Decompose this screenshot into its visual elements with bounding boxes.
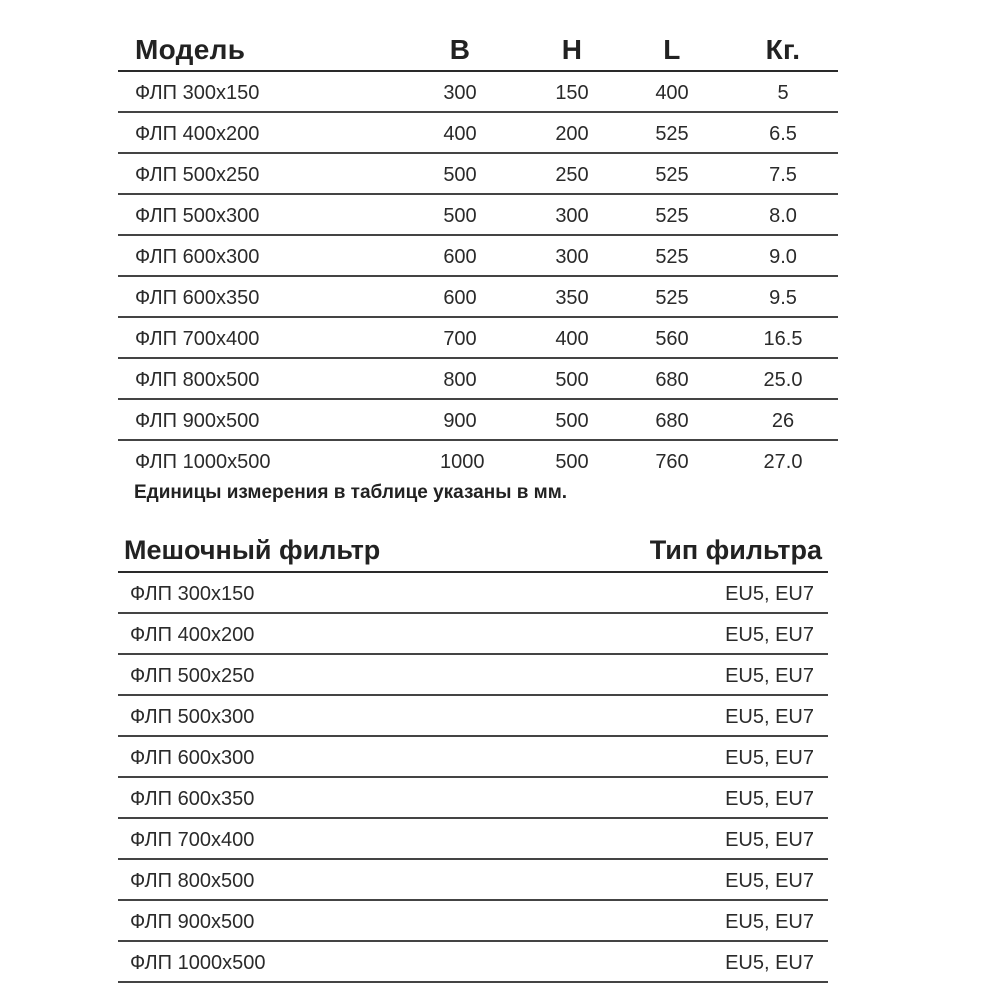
header-filter-type: Тип фильтра (649, 535, 822, 565)
cell-l: 525 (655, 164, 689, 186)
cell-kg: 8.0 (769, 205, 797, 227)
table-row (118, 942, 828, 983)
cell-h: 150 (555, 82, 589, 104)
cell-kg: 6.5 (769, 123, 797, 145)
table-row (118, 318, 838, 359)
cell-filter-type: EU5, EU7 (725, 747, 814, 769)
cell-kg: 25.0 (763, 369, 803, 391)
cell-model: ФЛП 600x350 (135, 287, 260, 309)
cell-bag-filter: ФЛП 600x300 (130, 747, 255, 769)
cell-filter-type: EU5, EU7 (725, 624, 814, 646)
cell-bag-filter: ФЛП 300x150 (130, 583, 255, 605)
cell-kg: 26 (771, 410, 795, 432)
cell-h: 400 (555, 328, 589, 350)
table-row (118, 113, 838, 154)
cell-h: 350 (555, 287, 589, 309)
cell-filter-type: EU5, EU7 (725, 870, 814, 892)
table-row (118, 154, 838, 195)
dimensions-table (118, 28, 838, 480)
cell-bag-filter: ФЛП 1000x500 (130, 952, 266, 974)
table-row (118, 573, 828, 614)
cell-h: 250 (555, 164, 589, 186)
cell-b: 500 (443, 205, 477, 227)
cell-model: ФЛП 800x500 (135, 369, 260, 391)
table-row (118, 901, 828, 942)
dimensions-table-header (118, 28, 838, 72)
filter-type-table-body (118, 573, 828, 983)
cell-b: 1000 (440, 451, 485, 473)
cell-kg: 9.5 (769, 287, 797, 309)
cell-kg: 7.5 (769, 164, 797, 186)
cell-filter-type: EU5, EU7 (725, 583, 814, 605)
table-row (118, 860, 828, 901)
cell-bag-filter: ФЛП 800x500 (130, 870, 255, 892)
cell-model: ФЛП 500x250 (135, 164, 260, 186)
cell-kg: 16.5 (763, 328, 803, 350)
header-l: L (663, 34, 681, 65)
header-model: Модель (135, 34, 246, 65)
cell-l: 525 (655, 123, 689, 145)
cell-l: 680 (655, 410, 689, 432)
cell-model: ФЛП 900x500 (135, 410, 260, 432)
table-row (118, 614, 828, 655)
cell-model: ФЛП 1000x500 (135, 451, 271, 473)
header-h: H (561, 34, 583, 65)
cell-model: ФЛП 400x200 (135, 123, 260, 145)
cell-h: 500 (555, 410, 589, 432)
cell-b: 600 (443, 246, 477, 268)
table-row (118, 819, 828, 860)
cell-b: 800 (443, 369, 477, 391)
table-row (118, 696, 828, 737)
table-row (118, 655, 828, 696)
cell-h: 200 (555, 123, 589, 145)
cell-bag-filter: ФЛП 700x400 (130, 829, 255, 851)
units-note: Единицы измерения в таблице указаны в мм. (134, 482, 568, 503)
cell-h: 500 (555, 451, 589, 473)
cell-filter-type: EU5, EU7 (725, 952, 814, 974)
cell-l: 760 (655, 451, 689, 473)
cell-bag-filter: ФЛП 400x200 (130, 624, 255, 646)
cell-b: 900 (443, 410, 477, 432)
cell-l: 560 (655, 328, 689, 350)
cell-l: 680 (655, 369, 689, 391)
cell-kg: 27.0 (763, 451, 803, 473)
cell-filter-type: EU5, EU7 (725, 829, 814, 851)
cell-b: 500 (443, 164, 477, 186)
cell-model: ФЛП 300x150 (135, 82, 260, 104)
table-row (118, 195, 838, 236)
cell-model: ФЛП 500x300 (135, 205, 260, 227)
table-row (118, 359, 838, 400)
cell-bag-filter: ФЛП 600x350 (130, 788, 255, 810)
cell-bag-filter: ФЛП 500x300 (130, 706, 255, 728)
cell-b: 700 (443, 328, 477, 350)
cell-l: 525 (655, 287, 689, 309)
table-row (118, 400, 838, 441)
filter-type-table-header (118, 532, 828, 573)
cell-h: 500 (555, 369, 589, 391)
table-row (118, 72, 838, 113)
cell-l: 525 (655, 205, 689, 227)
cell-model: ФЛП 700x400 (135, 328, 260, 350)
cell-bag-filter: ФЛП 500x250 (130, 665, 255, 687)
cell-filter-type: EU5, EU7 (725, 788, 814, 810)
cell-h: 300 (555, 205, 589, 227)
dimensions-table-body (118, 72, 838, 480)
cell-b: 400 (443, 123, 477, 145)
table-row (118, 277, 838, 318)
cell-bag-filter: ФЛП 900x500 (130, 911, 255, 933)
cell-b: 600 (443, 287, 477, 309)
header-bag-filter: Мешочный фильтр (124, 535, 381, 565)
table-row (118, 737, 828, 778)
table-row (118, 778, 828, 819)
filter-type-table (118, 532, 828, 983)
cell-filter-type: EU5, EU7 (725, 911, 814, 933)
table-row (118, 441, 838, 480)
cell-h: 300 (555, 246, 589, 268)
table-row (118, 236, 838, 277)
cell-filter-type: EU5, EU7 (725, 665, 814, 687)
cell-filter-type: EU5, EU7 (725, 706, 814, 728)
cell-l: 400 (655, 82, 689, 104)
header-kg: Кг. (765, 34, 801, 65)
cell-kg: 9.0 (769, 246, 797, 268)
cell-b: 300 (443, 82, 477, 104)
header-b: B (449, 34, 471, 65)
cell-model: ФЛП 600x300 (135, 246, 260, 268)
cell-l: 525 (655, 246, 689, 268)
cell-kg: 5 (777, 82, 789, 104)
